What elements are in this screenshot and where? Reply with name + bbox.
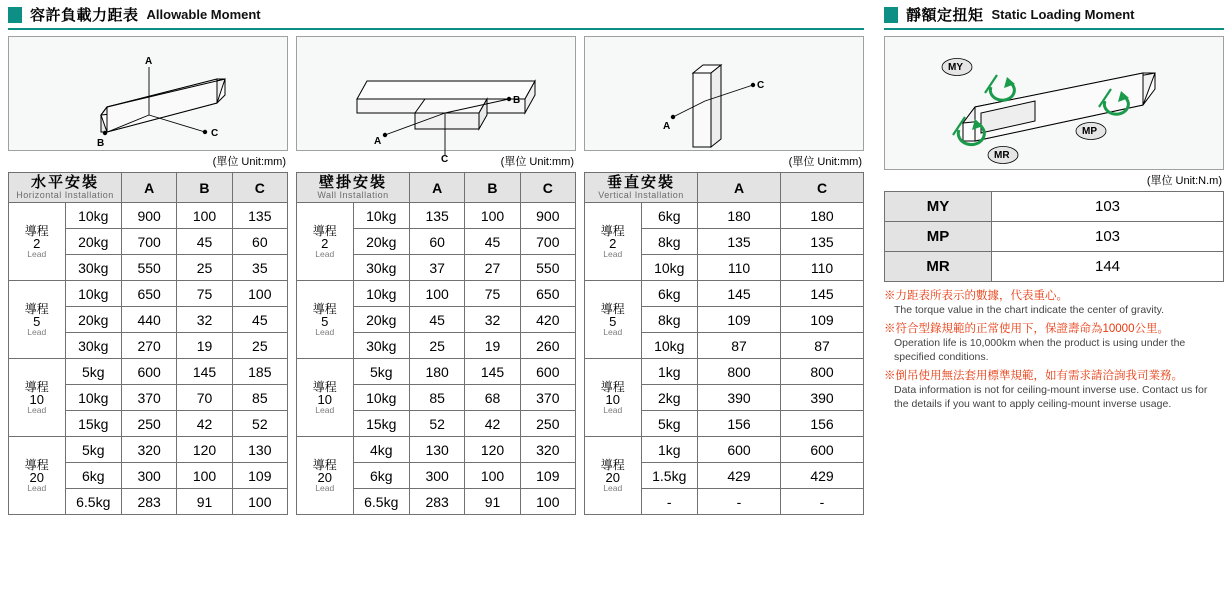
cell-c: 600: [781, 437, 864, 463]
cell-b: 19: [177, 333, 232, 359]
load-value: 10kg: [65, 281, 122, 307]
cell-c: 650: [520, 281, 575, 307]
cell-c: 100: [232, 489, 287, 515]
column-header-a: A: [122, 173, 177, 203]
load-value: 10kg: [641, 333, 698, 359]
cell-a: 283: [410, 489, 465, 515]
cell-b: 32: [177, 307, 232, 333]
lead-group-label: 導程 2 Lead: [9, 203, 66, 281]
section-title-cn: 容許負載力距表: [30, 7, 139, 24]
cell-c: 35: [232, 255, 287, 281]
cell-b: 100: [177, 463, 232, 489]
table-row: [9, 359, 288, 385]
static-loading-header: [884, 4, 1224, 30]
load-value: 4kg: [353, 437, 410, 463]
lead-group-label: 導程 5 Lead: [9, 281, 66, 359]
cell-a: 300: [122, 463, 177, 489]
cell-a: 100: [410, 281, 465, 307]
cell-b: 100: [465, 203, 520, 229]
row-label-mr: MR: [885, 252, 992, 282]
cell-c: 110: [781, 255, 864, 281]
cell-a: 600: [698, 437, 781, 463]
cell-c: 390: [781, 385, 864, 411]
static-loading-moment-section: [884, 4, 1224, 416]
header-installation-en: Horizontal Installation: [16, 189, 114, 200]
table-row: [585, 281, 864, 307]
lead-group-label: 導程 5 Lead: [297, 281, 354, 359]
cell-c: 109: [520, 463, 575, 489]
header-installation-en: Wall Installation: [317, 189, 389, 200]
static-loading-figure: [884, 36, 1224, 170]
cell-c: 420: [520, 307, 575, 333]
cell-c: 100: [232, 281, 287, 307]
load-value: 30kg: [353, 333, 410, 359]
unit-label-wall: (單位 Unit:mm): [500, 156, 574, 168]
cell-c: 900: [520, 203, 575, 229]
table-row: [297, 437, 576, 463]
load-value: 6kg: [65, 463, 122, 489]
note-3-en: Data information is not for ceiling-mount inverse use. Contact us for the details if you want to apply ceiling-mount inverse usage.: [894, 384, 1208, 410]
column-header-a: A: [410, 173, 465, 203]
load-value: 1kg: [641, 437, 698, 463]
figure-label-b: B: [97, 138, 105, 149]
cell-a: -: [698, 489, 781, 515]
load-value: 20kg: [353, 229, 410, 255]
cell-b: 145: [465, 359, 520, 385]
cell-c: 145: [781, 281, 864, 307]
table-row: [297, 281, 576, 307]
cell-a: 45: [410, 307, 465, 333]
cell-a: 180: [410, 359, 465, 385]
lead-group-label: 導程 20 Lead: [9, 437, 66, 515]
cell-b: 100: [465, 463, 520, 489]
unit-label-horizontal: (單位 Unit:mm): [212, 156, 286, 168]
cell-a: 283: [122, 489, 177, 515]
cell-a: 85: [410, 385, 465, 411]
cell-a: 900: [122, 203, 177, 229]
cell-c: 320: [520, 437, 575, 463]
cell-a: 87: [698, 333, 781, 359]
load-value: 6.5kg: [65, 489, 122, 515]
note-2-cn: ※符合型錄規範的正常使用下，保證壽命為10000公里。: [884, 323, 1169, 336]
header-installation-cn: 壁掛安裝: [318, 174, 387, 191]
table-row: [297, 359, 576, 385]
cell-a: 320: [122, 437, 177, 463]
cell-a: 700: [122, 229, 177, 255]
load-value: 5kg: [65, 359, 122, 385]
load-value: 8kg: [641, 229, 698, 255]
cell-a: 800: [698, 359, 781, 385]
load-value: 2kg: [641, 385, 698, 411]
table-header-row: [9, 173, 288, 203]
section-marker-icon: [884, 7, 898, 23]
cell-c: 135: [232, 203, 287, 229]
allowable-moment-section: [8, 4, 864, 515]
cell-a: 600: [122, 359, 177, 385]
cell-b: 42: [465, 411, 520, 437]
cell-b: 19: [465, 333, 520, 359]
vertical-diagram-icon: [585, 37, 865, 150]
horizontal-diagram-icon: [9, 37, 289, 150]
load-value: 6kg: [641, 203, 698, 229]
cell-c: 130: [232, 437, 287, 463]
figure-label-a: A: [374, 136, 382, 147]
cell-a: 390: [698, 385, 781, 411]
lead-group-label: 導程 10 Lead: [9, 359, 66, 437]
cell-a: 650: [122, 281, 177, 307]
unit-label-vertical: (單位 Unit:mm): [788, 156, 862, 168]
cell-c: 109: [232, 463, 287, 489]
load-value: 10kg: [65, 385, 122, 411]
note-1-en: The torque value in the chart indicate the center of gravity.: [894, 304, 1165, 317]
header-installation-cn: 水平安裝: [30, 174, 99, 191]
cell-b: 68: [465, 385, 520, 411]
note-3-cn: ※倒吊使用無法套用標準規範，如有需求請洽詢我司業務。: [884, 369, 1183, 382]
column-header-a: A: [698, 173, 781, 203]
lead-group-label: 導程 20 Lead: [585, 437, 642, 515]
cell-a: 130: [410, 437, 465, 463]
table-row: [297, 203, 576, 229]
column-header-b: B: [465, 173, 520, 203]
cell-c: 85: [232, 385, 287, 411]
cell-b: 27: [465, 255, 520, 281]
load-value: 10kg: [353, 281, 410, 307]
load-value: 1.5kg: [641, 463, 698, 489]
figure-label-mp: MP: [1082, 126, 1097, 137]
cell-b: 145: [177, 359, 232, 385]
load-value: 20kg: [65, 307, 122, 333]
cell-b: 75: [177, 281, 232, 307]
figure-label-c: C: [211, 128, 219, 139]
cell-c: -: [781, 489, 864, 515]
figure-label-my: MY: [948, 62, 963, 73]
table-row: [585, 359, 864, 385]
header-installation: [9, 173, 122, 203]
lead-group-label: 導程 20 Lead: [297, 437, 354, 515]
static-loading-table: [884, 191, 1224, 282]
table-row: [9, 203, 288, 229]
load-value: 10kg: [353, 203, 410, 229]
cell-a: 109: [698, 307, 781, 333]
figure-label-a: A: [663, 121, 671, 132]
cell-a: 250: [122, 411, 177, 437]
cell-c: 800: [781, 359, 864, 385]
cell-a: 270: [122, 333, 177, 359]
load-value: 15kg: [65, 411, 122, 437]
allowable-moment-columns: [8, 36, 864, 515]
horizontal-installation-column: [8, 36, 288, 515]
load-value: 6.5kg: [353, 489, 410, 515]
allowable-moment-header: [8, 4, 864, 30]
figure-label-mr: MR: [994, 150, 1010, 161]
cell-c: 100: [520, 489, 575, 515]
lead-group-label: 導程 2 Lead: [297, 203, 354, 281]
cell-b: 70: [177, 385, 232, 411]
lead-group-label: 導程 10 Lead: [585, 359, 642, 437]
note-2-en: Operation life is 10,000km when the product is using under the specified conditions.: [894, 337, 1186, 364]
cell-c: 370: [520, 385, 575, 411]
cell-c: 25: [232, 333, 287, 359]
horizontal-installation-table: [8, 172, 288, 515]
row-value-mr: 144: [992, 252, 1224, 282]
column-header-b: B: [177, 173, 232, 203]
lead-group-label: 導程 2 Lead: [585, 203, 642, 281]
load-value: 5kg: [641, 411, 698, 437]
load-value: 15kg: [353, 411, 410, 437]
cell-c: 180: [781, 203, 864, 229]
section-marker-icon: [8, 7, 22, 23]
notes-block: [884, 289, 1224, 412]
header-installation: [297, 173, 410, 203]
cell-b: 91: [465, 489, 520, 515]
table-row: [9, 281, 288, 307]
load-value: -: [641, 489, 698, 515]
cell-a: 156: [698, 411, 781, 437]
unit-label-static: (單位 Unit:N.m): [1146, 175, 1222, 187]
load-value: 5kg: [353, 359, 410, 385]
load-value: 1kg: [641, 359, 698, 385]
vertical-installation-column: [584, 36, 864, 515]
cell-b: 120: [177, 437, 232, 463]
row-label-mp: MP: [885, 222, 992, 252]
row-label-my: MY: [885, 192, 992, 222]
note-1-cn: ※力距表所表示的數據，代表重心。: [884, 290, 1068, 302]
table-header-row: [585, 173, 864, 203]
cell-a: 135: [698, 229, 781, 255]
cell-c: 87: [781, 333, 864, 359]
row-value-mp: 103: [992, 222, 1224, 252]
load-value: 8kg: [641, 307, 698, 333]
load-value: 10kg: [353, 385, 410, 411]
cell-a: 135: [410, 203, 465, 229]
cell-a: 550: [122, 255, 177, 281]
cell-c: 600: [520, 359, 575, 385]
vertical-figure: [584, 36, 864, 151]
cell-a: 37: [410, 255, 465, 281]
load-value: 5kg: [65, 437, 122, 463]
table-row: [885, 192, 1224, 222]
load-value: 20kg: [65, 229, 122, 255]
cell-a: 429: [698, 463, 781, 489]
cell-c: 109: [781, 307, 864, 333]
cell-c: 185: [232, 359, 287, 385]
table-row: [585, 437, 864, 463]
load-value: 30kg: [65, 333, 122, 359]
header-installation-cn: 垂直安裝: [606, 174, 675, 191]
cell-a: 110: [698, 255, 781, 281]
load-value: 6kg: [641, 281, 698, 307]
table-row: [585, 203, 864, 229]
column-header-c: C: [520, 173, 575, 203]
load-value: 10kg: [65, 203, 122, 229]
cell-c: 156: [781, 411, 864, 437]
figure-label-c: C: [757, 80, 765, 91]
cell-c: 135: [781, 229, 864, 255]
table-header-row: [297, 173, 576, 203]
cell-c: 700: [520, 229, 575, 255]
cell-a: 370: [122, 385, 177, 411]
moment-diagram-icon: [885, 37, 1223, 169]
load-value: 6kg: [353, 463, 410, 489]
cell-c: 429: [781, 463, 864, 489]
cell-c: 60: [232, 229, 287, 255]
cell-b: 120: [465, 437, 520, 463]
table-row: [885, 252, 1224, 282]
cell-c: 550: [520, 255, 575, 281]
table-row: [885, 222, 1224, 252]
cell-c: 45: [232, 307, 287, 333]
header-installation-en: Vertical Installation: [598, 189, 684, 200]
cell-c: 250: [520, 411, 575, 437]
load-value: 30kg: [65, 255, 122, 281]
cell-b: 100: [177, 203, 232, 229]
cell-a: 145: [698, 281, 781, 307]
horizontal-figure: [8, 36, 288, 151]
cell-b: 45: [177, 229, 232, 255]
vertical-installation-table: [584, 172, 864, 515]
section-title-en: Allowable Moment: [146, 7, 261, 22]
cell-a: 180: [698, 203, 781, 229]
load-value: 30kg: [353, 255, 410, 281]
section-title-en: Static Loading Moment: [991, 7, 1135, 22]
lead-group-label: 導程 10 Lead: [297, 359, 354, 437]
cell-a: 52: [410, 411, 465, 437]
load-value: 20kg: [353, 307, 410, 333]
column-header-c: C: [232, 173, 287, 203]
cell-b: 32: [465, 307, 520, 333]
cell-a: 25: [410, 333, 465, 359]
load-value: 10kg: [641, 255, 698, 281]
cell-b: 42: [177, 411, 232, 437]
figure-label-b: B: [513, 95, 521, 106]
cell-a: 60: [410, 229, 465, 255]
wall-installation-table: [296, 172, 576, 515]
column-header-c: C: [781, 173, 864, 203]
cell-b: 45: [465, 229, 520, 255]
header-installation: [585, 173, 698, 203]
cell-b: 75: [465, 281, 520, 307]
table-row: [9, 437, 288, 463]
row-value-my: 103: [992, 192, 1224, 222]
cell-c: 260: [520, 333, 575, 359]
cell-b: 25: [177, 255, 232, 281]
figure-label-c: C: [441, 154, 449, 165]
cell-b: 91: [177, 489, 232, 515]
lead-group-label: 導程 5 Lead: [585, 281, 642, 359]
cell-a: 300: [410, 463, 465, 489]
wall-installation-column: [296, 36, 576, 515]
cell-a: 440: [122, 307, 177, 333]
cell-c: 52: [232, 411, 287, 437]
figure-label-a: A: [145, 56, 153, 67]
section-title-cn: 靜額定扭矩: [906, 7, 984, 24]
